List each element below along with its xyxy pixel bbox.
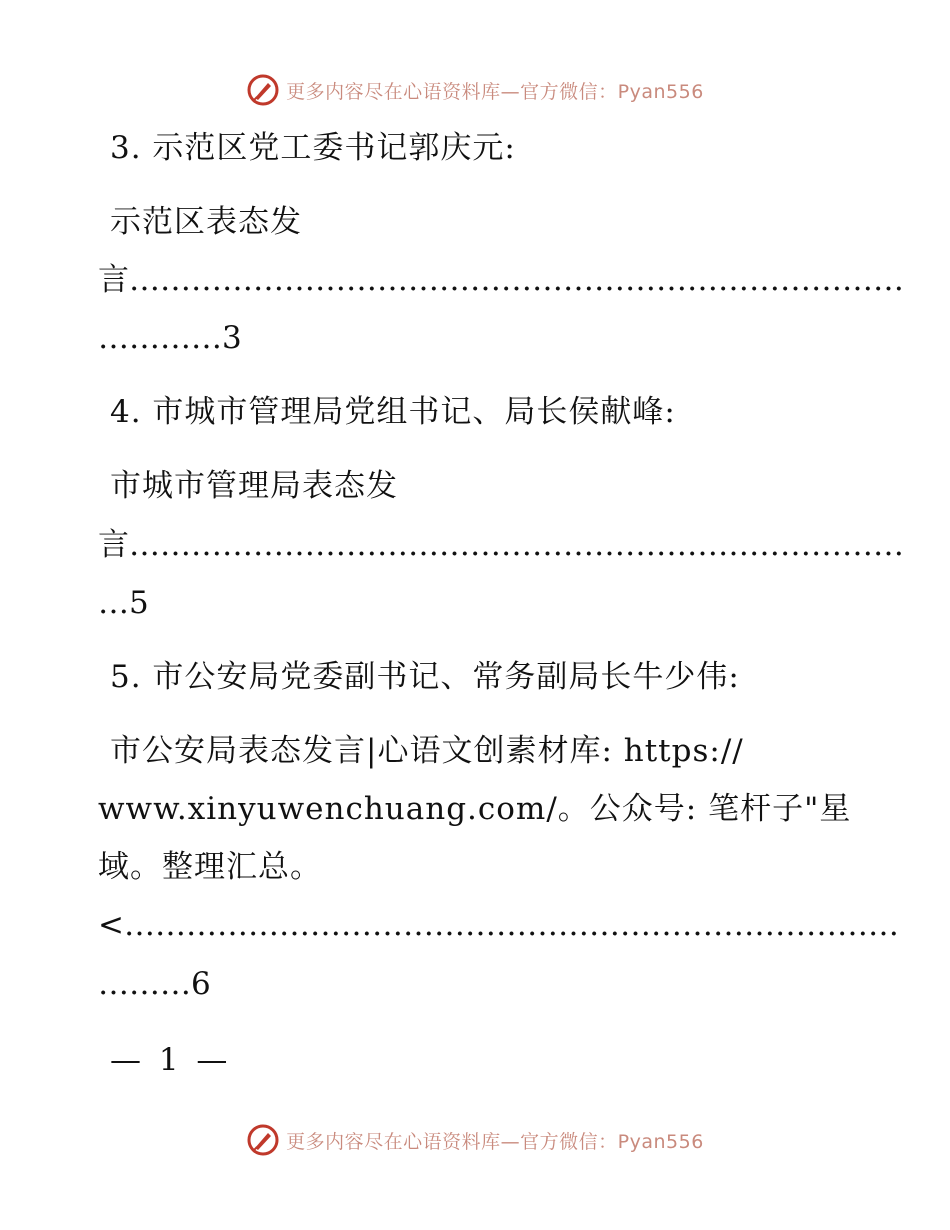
watermark-text: 更多内容尽在心语资料库—官方微信：Pyan556 xyxy=(286,80,704,103)
toc-page-5: ………6 xyxy=(98,966,211,1002)
toc-title-4: 市城市管理局表态发 xyxy=(110,468,398,504)
toc-leader-4: 言………………………………………………………………… xyxy=(98,527,904,563)
toc-leader-3: 言………………………………………………………………… xyxy=(98,262,904,298)
pen-logo-icon xyxy=(246,1123,280,1157)
pen-logo-icon xyxy=(246,73,280,107)
toc-heading-4: 4. 市城市管理局党组书记、局长侯献峰: xyxy=(110,394,676,430)
page-number: — 1 — xyxy=(110,1042,232,1078)
watermark-banner-bottom xyxy=(0,1120,950,1160)
watermark-banner-top xyxy=(0,70,950,110)
toc-title-3: 示范区表态发 xyxy=(110,204,302,240)
toc-page-3: …………3 xyxy=(98,320,242,356)
toc-heading-3: 3. 示范区党工委书记郭庆元: xyxy=(110,130,516,166)
watermark-text: 更多内容尽在心语资料库—官方微信：Pyan556 xyxy=(286,1130,704,1153)
toc-leader-5: <………………………………………………………………… xyxy=(98,907,899,943)
toc-heading-5: 5. 市公安局党委副书记、常务副局长牛少伟: xyxy=(110,659,740,695)
toc-page-4: …5 xyxy=(98,585,149,621)
toc-title-5-line3: 域。整理汇总。 xyxy=(98,849,322,885)
toc-title-5-line2: www.xinyuwenchuang.com/。公众号: 笔杆子"星 xyxy=(98,791,852,827)
toc-title-5: 市公安局表态发言|心语文创素材库: https:// xyxy=(110,733,744,769)
